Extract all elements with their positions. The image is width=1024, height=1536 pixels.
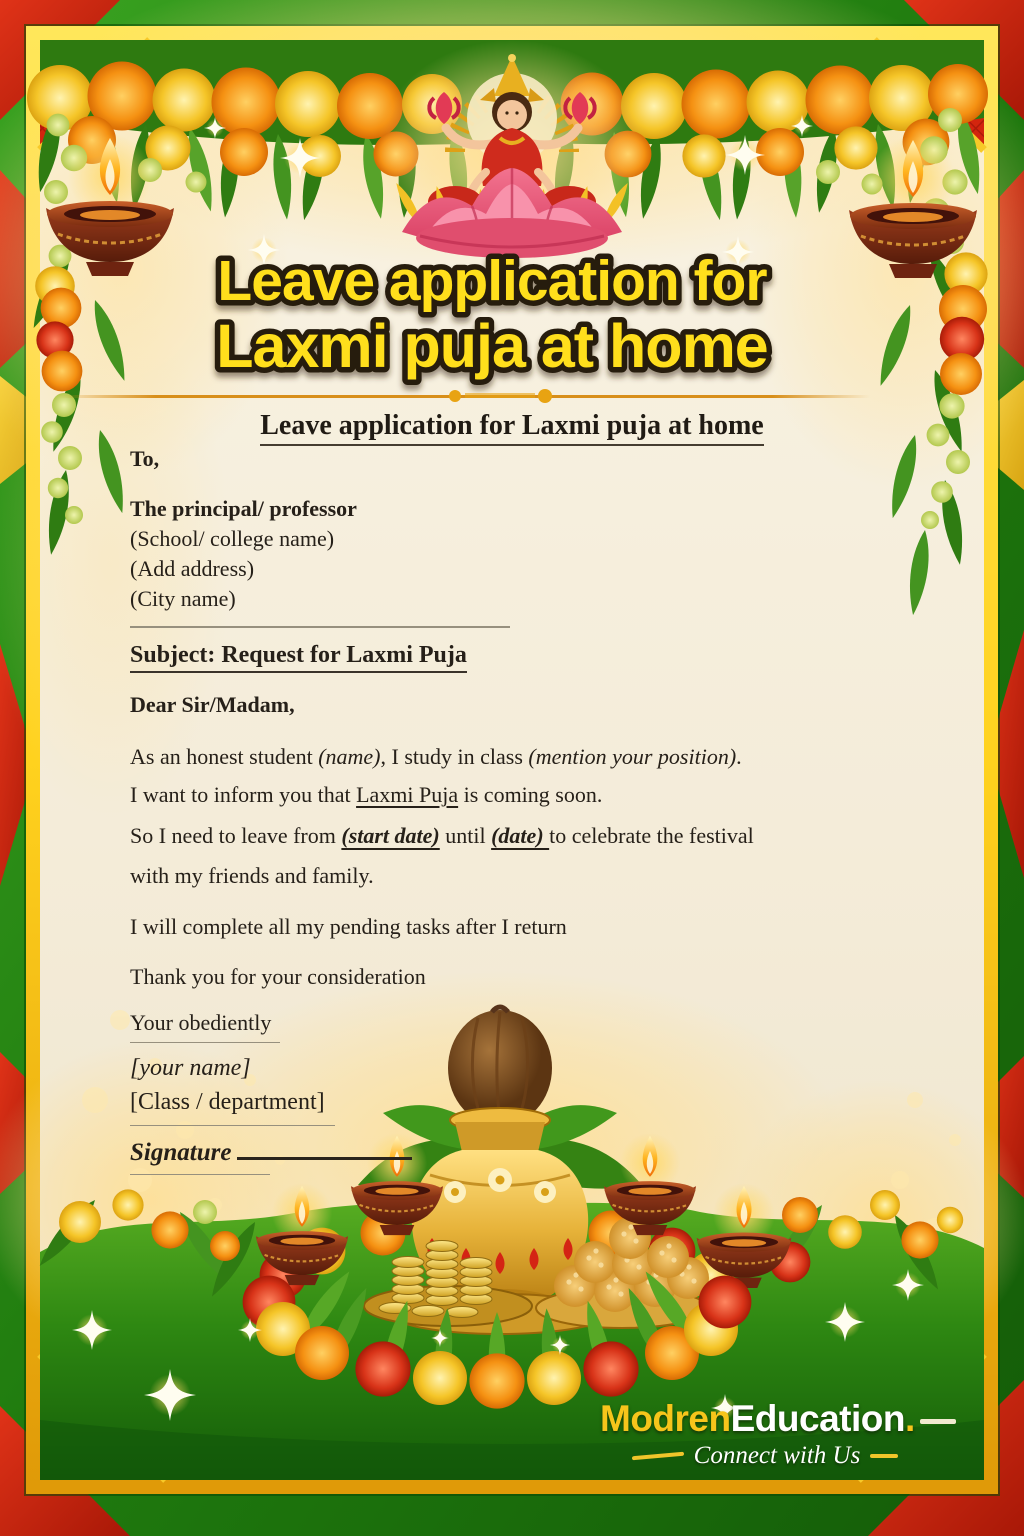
brand-logo (600, 1398, 930, 1470)
brand-dash (920, 1419, 956, 1424)
divider-rule (130, 1042, 280, 1043)
signature-label: Signature (130, 1139, 232, 1166)
subject-line (130, 640, 920, 670)
brand-tagline-row (600, 1442, 930, 1470)
brand-period: . (904, 1398, 915, 1439)
start-date-field: (start date) (341, 823, 440, 848)
recipient-block (130, 494, 920, 614)
body-paragraph-2: I want to inform you that Laxmi Puja is coming soon. (130, 782, 603, 807)
tagline-dash-right (870, 1454, 898, 1458)
body-paragraph-3: So I need to leave from (start date) until (date) to celebrate the festival (130, 823, 754, 848)
festival-name: Laxmi Puja (356, 782, 459, 807)
recipient-city: (City name) (130, 586, 236, 611)
name-field: (name) (318, 744, 381, 769)
end-date-field: (date) (491, 823, 550, 848)
tagline-dash-left (632, 1452, 684, 1461)
valediction-line: Your obediently (130, 1010, 272, 1035)
poster-title (216, 249, 767, 380)
body-paragraph-1: As an honest student (name), I study in class (mention your position). (130, 744, 742, 769)
subject-text: Subject: Request for Laxmi Puja (130, 642, 467, 673)
signature-rule (237, 1137, 412, 1160)
brand-primary: Modren (600, 1398, 731, 1439)
brand-tagline: Connect with Us (693, 1442, 861, 1469)
divider-rule (130, 1125, 335, 1126)
divider-rule (130, 1174, 270, 1175)
body-paragraph-4: I will complete all my pending tasks after I return (130, 914, 567, 939)
salutation-line: Dear Sir/Madam, (130, 692, 295, 717)
poster-title-line-2: Laxmi puja at home (216, 312, 768, 380)
recipient-title: The principal/ professor (130, 496, 357, 521)
poster-title-line-1: Leave application for (217, 249, 767, 313)
signature-line (130, 1136, 920, 1170)
recipient-address: (Add address) (130, 556, 255, 581)
letter-heading-text: Leave application for Laxmi puja at home (260, 410, 763, 446)
position-field: (mention your position) (528, 744, 737, 769)
letter-body (130, 444, 920, 1175)
recipient-school: (School/ college name) (130, 526, 335, 551)
to-line: To, (130, 446, 160, 471)
brand-secondary: Education (730, 1398, 905, 1439)
name-placeholder: [your name] (130, 1055, 251, 1081)
letter-heading (40, 410, 984, 446)
divider-rule (130, 626, 510, 628)
lakshmi-icon (377, 40, 647, 260)
body-paragraph-3-cont: with my friends and family. (130, 863, 374, 888)
body-paragraph-5: Thank you for your consideration (130, 964, 426, 989)
class-placeholder: [Class / department] (130, 1089, 325, 1115)
brand-name (600, 1398, 930, 1440)
